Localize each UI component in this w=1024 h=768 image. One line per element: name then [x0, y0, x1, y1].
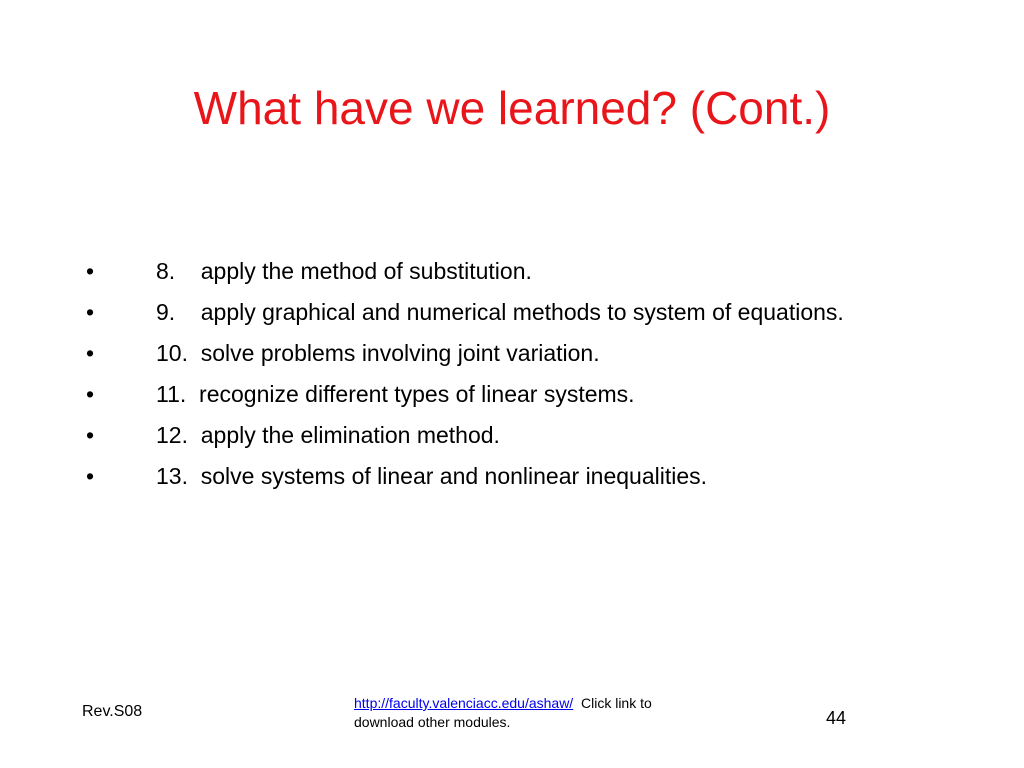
footer-note — [354, 694, 674, 732]
bullet-item-12 — [86, 420, 886, 450]
bullet-icon: • — [86, 340, 95, 366]
bullet-icon: • — [86, 381, 95, 407]
slide-title: What have we learned? (Cont.) — [193, 82, 831, 134]
bullet-text: 12. apply the elimination method. — [156, 422, 500, 448]
bullet-item-9 — [86, 297, 886, 327]
page-number: 44 — [826, 708, 847, 728]
bullet-icon: • — [86, 299, 95, 325]
bullet-item-8 — [86, 256, 886, 286]
bullet-item-11 — [86, 379, 886, 409]
bullet-item-10 — [86, 338, 886, 368]
bullet-item-13 — [86, 461, 886, 491]
bullet-icon: • — [86, 463, 95, 489]
bullet-text: 8. apply the method of substitution. — [156, 258, 532, 284]
bullet-list — [86, 256, 886, 502]
bullet-text: 11. recognize different types of linear systems. — [156, 381, 635, 407]
modules-link[interactable]: http://faculty.valenciacc.edu/ashaw/ — [354, 695, 574, 711]
bullet-icon: • — [86, 258, 95, 284]
bullet-icon: • — [86, 422, 95, 448]
bullet-text: 13. solve systems of linear and nonlinear inequalities. — [156, 463, 708, 489]
bullet-text: 9. apply graphical and numerical methods to system of equations. — [156, 299, 844, 325]
footer-revision: Rev.S08 — [82, 703, 143, 720]
footer-note-text: Click link to download other modules. — [354, 695, 656, 730]
bullet-text: 10. solve problems involving joint variation. — [156, 340, 600, 366]
